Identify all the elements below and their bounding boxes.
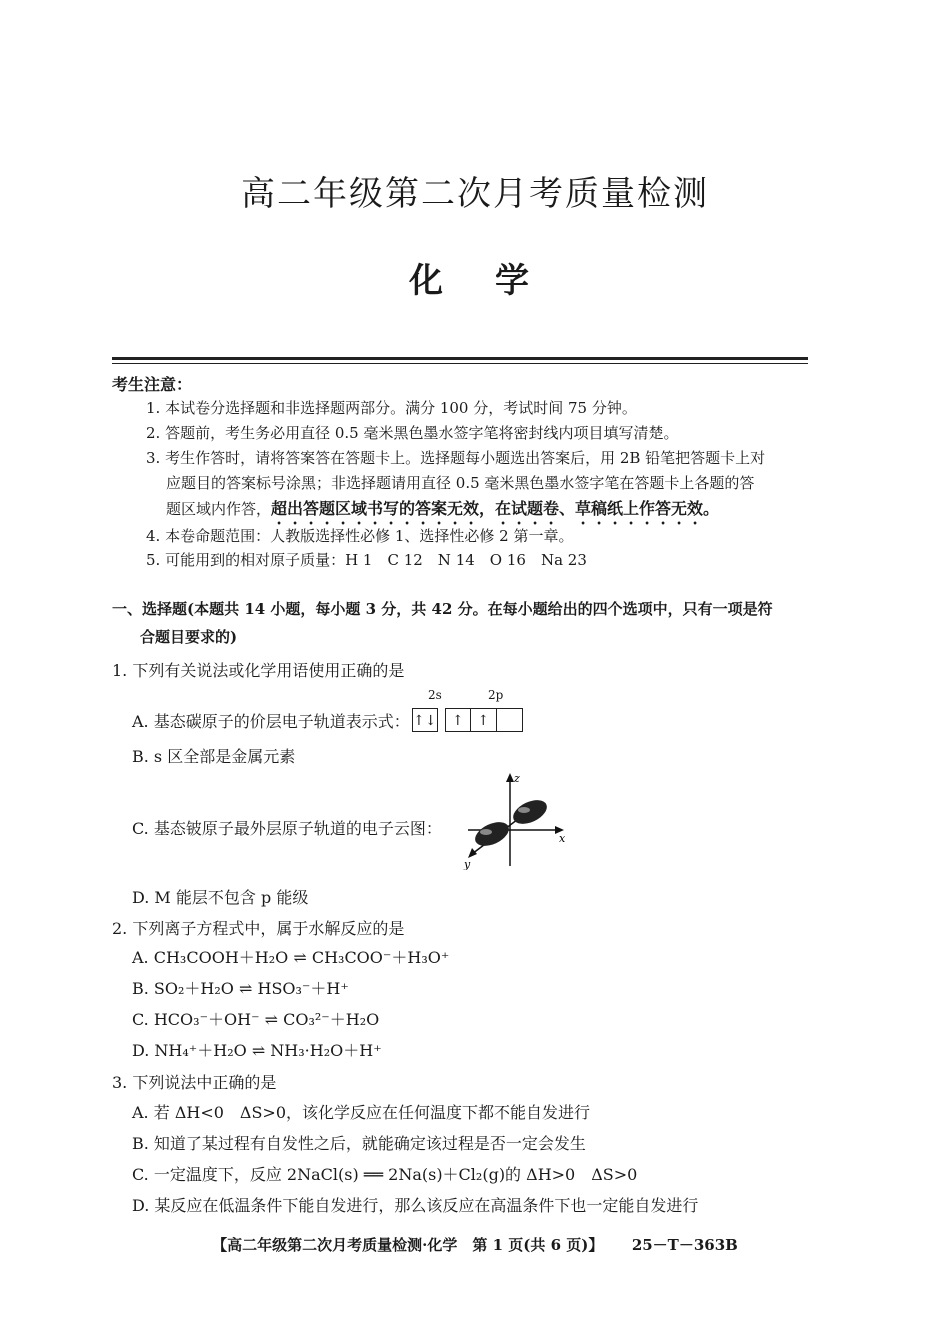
z-axis-arrow-icon [506,773,514,782]
lobe-highlight-right [518,807,530,813]
notice-item-3-tail: 题区域内作答， [166,500,272,518]
q1-option-b: B. s 区全部是金属元素 [132,747,296,766]
notice-item-2: 2. 答题前，考生务必用直径 0.5 毫米黑色墨水签字笔将密封线内项目填写清楚。 [146,424,679,442]
q3-option-b: B. 知道了某过程有自发性之后，就能确定该过程是否一定会发生 [132,1134,586,1153]
orbital-box-2p-3 [497,708,523,732]
q1-stem: 1. 下列有关说法或化学用语使用正确的是 [112,661,405,680]
notice-item-3-cont: 应题目的答案标号涂黑；非选择题请用直径 0.5 毫米黑色墨水签字笔在答题卡上各题的答 [166,474,755,492]
header-rule-thick [112,357,808,360]
notice-title: 考生注意： [112,375,193,394]
q2-stem: 2. 下列离子方程式中，属于水解反应的是 [112,919,405,938]
orbital-diagram-2p [445,708,523,732]
subject-title: 化学 [409,261,581,301]
orbital-diagram-2s [412,708,438,732]
axis-label-y: y [464,858,471,870]
page-footer [0,1234,950,1255]
notice-item-5: 5. 可能用到的相对原子质量：H 1 C 12 N 14 O 16 Na 23 [146,551,587,569]
q2-option-c: C. HCO₃⁻＋OH⁻ ⇌ CO₃²⁻＋H₂O [132,1010,380,1029]
q1-option-c: C. 基态铍原子最外层原子轨道的电子云图： [132,819,442,838]
p-orbital-lobe-left [471,817,512,850]
q3-option-d: D. 某反应在低温条件下能自发进行，那么该反应在高温条件下也一定能自发进行 [132,1196,699,1215]
footer-label: 【高二年级第二次月考质量检测·化学 第 1 页(共 6 页)】 [212,1236,604,1254]
q3-option-a: A. 若 ΔH<0 ΔS>0，该化学反应在任何温度下都不能自发进行 [132,1103,591,1122]
q2-option-d: D. NH₄⁺＋H₂O ⇌ NH₃·H₂O＋H⁺ [132,1041,382,1060]
notice-item-1: 1. 本试卷分选择题和非选择题两部分。满分 100 分，考试时间 75 分钟。 [146,399,637,417]
orbital-box-2p-2: ↑ [471,708,497,732]
q1-option-d: D. M 能层不包含 p 能级 [132,888,309,907]
orbital-box-2s: ↑↓ [412,708,438,732]
notice-item-4: 4. 本卷命题范围：人教版选择性必修 1、选择性必修 2 第一章。 [146,527,574,545]
notice-item-3-cont2 [166,496,719,528]
exam-title: 高二年级第二次月考质量检测 [241,174,709,214]
q1-option-a [132,708,523,732]
q2-option-a: A. CH₃COOH＋H₂O ⇌ CH₃COO⁻＋H₃O⁺ [132,948,450,967]
notice-item-3: 3. 考生作答时，请将答案答在答题卡上。选择题每小题选出答案后，用 2B 铅笔把答题卡上对 [146,449,766,467]
q1-option-a-text: A. 基态碳原子的价层电子轨道表示式： [132,711,410,731]
orbital-label-2s: 2s [428,688,442,702]
axis-label-x: x [559,832,566,845]
q3-option-c: C. 一定温度下，反应 2NaCl(s) ══ 2Na(s)＋Cl₂(g)的 ΔH>0 ΔS>0 [132,1165,638,1184]
orbital-label-2p: 2p [488,688,504,702]
notice-warning: 超出答题区域书写的答案无效，在试题卷、草稿纸上作答无效。 [271,499,720,518]
electron-cloud-diagram [458,770,578,870]
lobe-highlight-left [480,829,492,835]
section1-heading: 一、选择题(本题共 14 小题，每小题 3 分，共 42 分。在每小题给出的四个选项中，只有一项是符 [112,600,773,618]
header-rule-thin [112,363,808,364]
p-orbital-lobe-right [509,795,550,828]
footer-code: 25－T－363B [631,1236,738,1254]
axis-label-z: z [514,772,520,785]
q3-stem: 3. 下列说法中正确的是 [112,1073,277,1092]
y-axis-arrow-icon [468,848,477,858]
orbital-box-2p-1: ↑ [445,708,471,732]
q2-option-b: B. SO₂＋H₂O ⇌ HSO₃⁻＋H⁺ [132,979,349,998]
section1-heading-cont: 合题目要求的) [140,628,238,646]
